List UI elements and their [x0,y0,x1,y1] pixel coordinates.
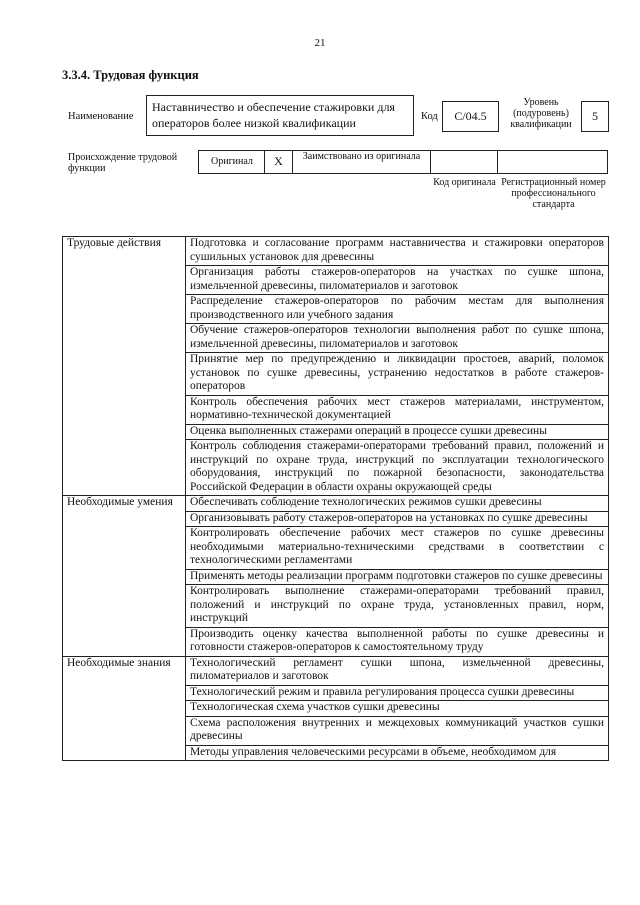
list-item: Технологическая схема участков сушки древесины [186,701,609,717]
reg-number-label: Регистрационный номер профессионального стандарта [501,177,606,210]
list-item: Принятие мер по предупреждению и ликвидации простоев, аварий, поломок установок по сушке древесины, устранению недостатков в работе стажеров-операторов [186,353,609,396]
reg-number-cell [498,151,607,173]
origin-row [198,150,608,174]
code-original-cell [431,151,498,173]
level-value-box: 5 [581,101,609,132]
list-item: Производить оценку качества выполненной работы по сушке древесины и готовности стажеров-операторов к самостоятельному труду [186,627,609,656]
list-item: Контролировать выполнение стажерами-операторами требований правил, положений и инструкций по охране труда, установленных правил, норм, инструкций [186,585,609,628]
code-value-box: C/04.5 [442,101,499,132]
list-item: Контроль обеспечения рабочих мест стажеров материалами, инструментом, нормативно-технической документацией [186,395,609,424]
list-item: Схема расположения внутренних и межцеховых коммуникаций участков сушки древесины [186,716,609,745]
table-row [63,237,609,266]
level-label: Уровень (подуровень) квалификации [510,97,572,130]
list-item: Технологический режим и правила регулирования процесса сушки древесины [186,685,609,701]
list-item: Контролировать обеспечение рабочих мест стажеров по сушке древесины необходимыми материально-техническими средствами в соответствии с технологическими регламентами [186,527,609,570]
list-item: Технологический регламент сушки шпона, измельченной древесины, пиломатериалов и заготовок [186,656,609,685]
category-cell: Трудовые действия [63,237,186,496]
list-item: Обучение стажеров-операторов технологии выполнения работ по сушке шпона, измельченной древесины, пиломатериалов и заготовок [186,324,609,353]
list-item: Организовывать работу стажеров-операторов на установках по сушке древесины [186,511,609,527]
section-title: 3.3.4. Трудовая функция [62,68,199,82]
page-number: 21 [314,37,326,49]
category-cell: Необходимые умения [63,496,186,657]
list-item: Оценка выполненных стажерами операций в процессе сушки древесины [186,424,609,440]
function-details-table [62,236,609,761]
list-item: Обеспечивать соблюдение технологических режимов сушки древесины [186,496,609,512]
original-mark: X [265,151,293,173]
table-row [63,496,609,512]
list-item: Распределение стажеров-операторов по рабочим местам для выполнения производственного или учебного задания [186,295,609,324]
name-label: Наименование [68,111,134,122]
table-row [63,656,609,685]
borrowed-label: Заимствовано из оригинала [293,151,431,173]
list-item: Подготовка и согласование программ наставничества и стажировки операторов сушильных установок для древесины [186,237,609,266]
function-name-box: Наставничество и обеспечение стажировки для операторов более низкой квалификации [146,95,414,136]
list-item: Методы управления человеческими ресурсами в объеме, необходимом для [186,745,609,761]
code-label: Код [421,111,438,122]
original-label: Оригинал [199,151,265,173]
list-item: Контроль соблюдения стажерами-операторами требований правил, положений и инструкций по охране труда, инструкций по эксплуатации технологического оборудования, инструкций по пожарной безопасности, законодательства Российской Федерации в области охраны окружающей среды [186,440,609,496]
code-original-label: Код оригинала [433,177,496,188]
origin-label: Происхождение трудовой функции [68,152,178,174]
list-item: Применять методы реализации программ подготовки стажеров по сушке древесины [186,569,609,585]
category-cell: Необходимые знания [63,656,186,761]
list-item: Организация работы стажеров-операторов на участках по сушке шпона, измельченной древесины, пиломатериалов и заготовок [186,266,609,295]
